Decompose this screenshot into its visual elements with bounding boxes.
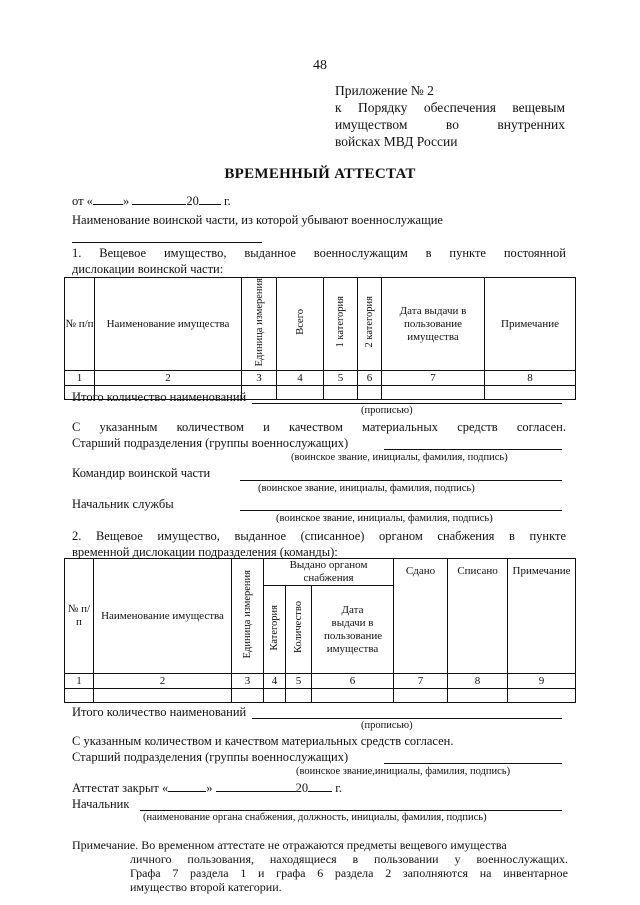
s1-commander-blank[interactable] <box>240 480 562 481</box>
s2-header-quantity: Количество <box>286 586 312 674</box>
s1-colnum: 7 <box>382 371 485 386</box>
s1-header-note: Примечание <box>485 278 576 371</box>
month-blank[interactable] <box>132 193 186 205</box>
s2-colnum: 1 <box>65 674 94 689</box>
date-line <box>72 193 231 209</box>
s2-header-note: Примечание <box>508 559 576 674</box>
s2-header-written-off: Списано <box>448 559 508 674</box>
section2-table <box>64 558 576 703</box>
note-label: Примечание. <box>72 838 139 852</box>
s1-colnum: 4 <box>277 371 324 386</box>
appendix-word: Порядку <box>357 100 408 115</box>
s1-header-name: Наименование имущества <box>95 278 242 371</box>
year-blank[interactable] <box>199 193 221 205</box>
s1-colnum: 6 <box>358 371 382 386</box>
closed-day-blank[interactable] <box>168 780 206 792</box>
section1-table <box>64 277 576 400</box>
note-line-1: Во временном аттестате не отражаются предметы вещевого имущества <box>141 838 507 852</box>
appendix-line-3 <box>335 116 565 133</box>
note-line-4: имущество второй категории. <box>130 880 282 894</box>
appendix-header <box>335 82 565 150</box>
s1-colnum: 1 <box>65 371 95 386</box>
footnote <box>72 838 568 894</box>
section1-heading: 1. Вещевое имущество, выданное военнослужащим в пункте постоянной <box>72 246 566 260</box>
s1-colnum: 5 <box>324 371 358 386</box>
section1-heading-line2: дислокации воинской части: <box>72 262 224 276</box>
s2-header-name: Наименование имущества <box>94 559 232 674</box>
appendix-word: имуществом <box>335 117 408 132</box>
s1-commander-caption: (воинское звание, инициалы, фамилия, подпись) <box>258 483 475 494</box>
s2-header-date: Дата выдачи в пользование имущества <box>312 586 394 674</box>
appendix-line-4: войсках МВД России <box>335 134 458 149</box>
s2-header-num: № п/п <box>65 559 94 674</box>
date-year: 20 <box>186 194 199 208</box>
s1-header-cat1: 1 категория <box>324 278 358 371</box>
appendix-word: обеспечения <box>423 100 496 115</box>
s2-propisyu: (прописью) <box>361 720 413 731</box>
date-suffix: г. <box>223 194 231 208</box>
s2-total-label: Итого количество наименований <box>72 705 247 719</box>
s2-colnum: 9 <box>508 674 576 689</box>
s1-commander: Командир воинской части <box>72 466 211 480</box>
s1-colnum: 2 <box>95 371 242 386</box>
closed-year-blank[interactable] <box>308 780 332 792</box>
s2-chief-caption: (наименование органа снабжения, должность, инициалы, фамилия, подпись) <box>143 812 487 823</box>
closed-month-blank[interactable] <box>216 780 296 792</box>
appendix-line-2 <box>335 99 565 116</box>
s1-colnum: 3 <box>242 371 277 386</box>
s1-header-date: Дата выдачи в пользование имущества <box>382 278 485 371</box>
s2-header-unit: Единица измерения <box>232 559 264 674</box>
document-title: ВРЕМЕННЫЙ АТТЕСТАТ <box>224 166 416 182</box>
day-blank[interactable] <box>93 193 123 205</box>
s2-colnum: 7 <box>394 674 448 689</box>
note-line-2: личного пользования, находящиеся в пользовании у военнослужащих. <box>130 852 568 866</box>
s2-colnum: 4 <box>264 674 286 689</box>
s1-total-label: Итого количество наименований <box>72 390 247 404</box>
s1-agree: С указанным количеством и качеством материальных средств согласен. <box>72 420 566 434</box>
s2-total-blank[interactable] <box>252 718 562 719</box>
s1-propisyu: (прописью) <box>361 405 413 416</box>
s2-senior-blank[interactable] <box>384 763 562 764</box>
closed-mid: » <box>206 781 213 795</box>
s1-service-caption: (воинское звание, инициалы, фамилия, подпись) <box>276 513 493 524</box>
section2-heading: 2. Вещевое имущество, выданное (списанное) органом снабжения в пункте <box>72 529 566 543</box>
s2-colnum: 8 <box>448 674 508 689</box>
section2-heading-line2: временной дислокации подразделения (команды): <box>72 545 338 559</box>
closed-prefix: Аттестат закрыт « <box>72 781 169 795</box>
s2-header-issued: Выдано органом снабжения <box>264 559 394 586</box>
s1-colnum: 8 <box>485 371 576 386</box>
s2-agree: С указанным количеством и качеством материальных средств согласен. <box>72 734 454 748</box>
s2-header-handed: Сдано <box>394 559 448 674</box>
s1-service: Начальник службы <box>72 497 174 511</box>
s1-header-cat2: 2 категория <box>358 278 382 371</box>
s2-header-category: Категория <box>264 586 286 674</box>
unit-line-label: Наименование воинской части, из которой убывают военнослужащие <box>72 213 443 227</box>
s1-header-total: Всего <box>277 278 324 371</box>
s2-empty-row[interactable] <box>65 689 576 703</box>
unit-name-blank[interactable] <box>72 242 262 243</box>
appendix-word: к <box>335 100 342 115</box>
s2-colnum: 6 <box>312 674 394 689</box>
s2-chief-blank[interactable] <box>140 810 562 811</box>
page-number: 48 <box>313 58 327 73</box>
s1-senior-caption: (воинское звание, инициалы, фамилия, подпись) <box>291 452 508 463</box>
s1-total-blank[interactable] <box>252 403 562 404</box>
date-prefix: от « <box>72 194 93 208</box>
closed-suffix: г. <box>335 781 343 795</box>
s2-chief: Начальник <box>72 797 130 811</box>
s2-colnum: 5 <box>286 674 312 689</box>
s1-senior-blank[interactable] <box>384 449 562 450</box>
date-mid: » <box>122 194 130 208</box>
s2-senior-caption: (воинское звание,инициалы, фамилия, подпись) <box>296 766 511 777</box>
appendix-word: во <box>445 117 459 132</box>
note-line-3: Графа 7 раздела 1 и графа 6 раздела 2 заполняются на инвентарное <box>130 866 568 880</box>
closed-year: 20 <box>295 781 309 795</box>
s1-service-blank[interactable] <box>240 510 562 511</box>
s1-header-num: № п/п <box>65 278 95 371</box>
s1-senior: Старший подразделения (группы военнослужащих) <box>72 436 349 450</box>
s2-colnum: 2 <box>94 674 232 689</box>
s2-colnum: 3 <box>232 674 264 689</box>
s1-header-unit: Единица измерения <box>242 278 277 371</box>
appendix-line-1: Приложение № 2 <box>335 83 434 98</box>
s2-senior: Старший подразделения (группы военнослужащих) <box>72 750 349 764</box>
appendix-word: внутренних <box>497 117 565 132</box>
s2-closed-line <box>72 780 342 796</box>
appendix-word: вещевым <box>512 100 565 115</box>
